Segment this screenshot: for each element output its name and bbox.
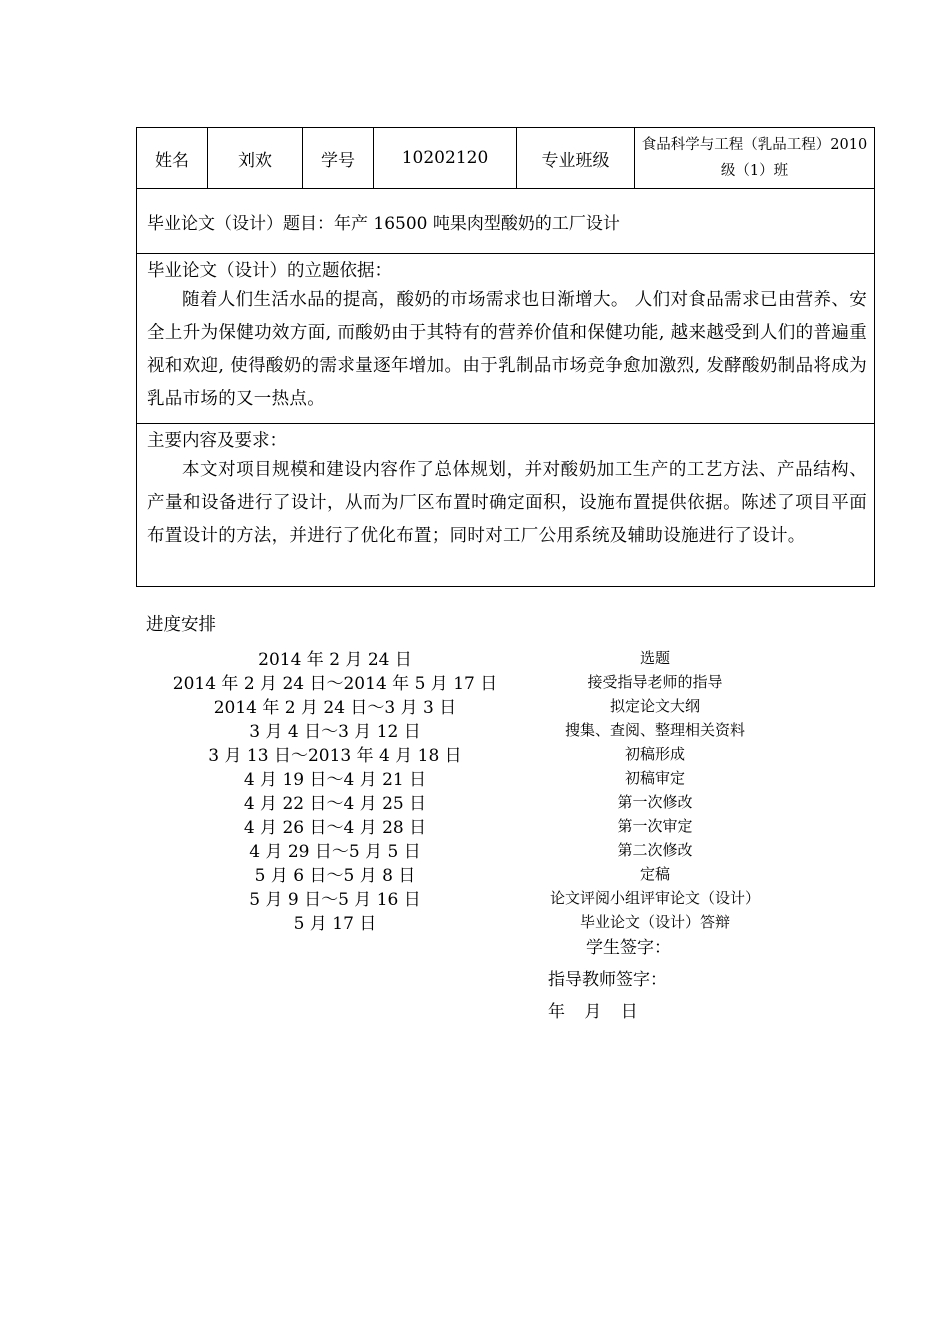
student-id-value: 10202120: [374, 128, 517, 188]
schedule-row: [150, 693, 850, 717]
class-label: 专业班级: [517, 128, 635, 188]
advisor-signature-label: 指导教师签字：: [548, 970, 667, 990]
student-id-label: 学号: [303, 128, 374, 188]
content-heading: 主要内容及要求：: [147, 431, 287, 451]
basis-section: [137, 254, 874, 423]
signature-date-label: 年 月 日: [548, 1002, 638, 1022]
schedule-date: 4 月 19 日～4 月 21 日: [243, 769, 427, 790]
thesis-form-table: [136, 127, 875, 587]
schedule-row: [150, 789, 850, 813]
schedule-row: [150, 741, 850, 765]
basis-text: 随着人们生活水品的提高，酸奶的市场需求也日渐增大。 人们对食品需求已由营养、安全上升为保健功效方面, 而酸奶由于其特有的营养价值和保健功能, 越来越受到人们的普遍重视和欢迎, 使得酸奶的需求量逐年增加。由于乳制品市场竞争愈加激烈, 发酵酸奶制品将成为乳品市场的又一热点。: [147, 290, 867, 409]
schedule-task: 初稿审定: [624, 768, 685, 787]
schedule-date: 2014 年 2 月 24 日: [258, 649, 412, 670]
schedule-task: 第一次修改: [617, 792, 693, 811]
student-signature-label: 学生签字：: [586, 938, 671, 958]
schedule-task: 第一次审定: [617, 816, 693, 835]
schedule-date: 4 月 26 日～4 月 28 日: [243, 817, 427, 838]
schedule-task: 初稿形成: [624, 744, 685, 763]
schedule-task: 接受指导老师的指导: [587, 672, 723, 691]
schedule-task: 选题: [639, 648, 670, 667]
schedule-row: [150, 837, 850, 861]
student-info-row: [137, 128, 874, 189]
schedule-task: 搜集、查阅、整理相关资料: [564, 720, 745, 739]
schedule-date: 2014 年 2 月 24 日～2014 年 5 月 17 日: [172, 673, 498, 694]
schedule-task: 毕业论文（设计）答辩: [579, 912, 730, 931]
schedule-date: 4 月 22 日～4 月 25 日: [243, 793, 427, 814]
schedule-date: 5 月 9 日～5 月 16 日: [249, 889, 421, 910]
name-label: 姓名: [137, 128, 208, 188]
schedule-row: [150, 885, 850, 909]
schedule-row: [150, 909, 850, 933]
schedule-date: 3 月 13 日～2013 年 4 月 18 日: [208, 745, 462, 766]
schedule-date: 4 月 29 日～5 月 5 日: [249, 841, 421, 862]
class-value: 食品科学与工程（乳品工程）2010 级（1）班: [641, 137, 868, 179]
content-section: [137, 424, 874, 586]
schedule-task: 论文评阅小组评审论文（设计）: [549, 888, 760, 907]
name-value: 刘欢: [208, 128, 303, 188]
schedule-task: 第二次修改: [617, 840, 693, 859]
schedule-row: [150, 765, 850, 789]
schedule-list: [150, 645, 850, 933]
schedule-task: 定稿: [639, 864, 670, 883]
schedule-date: 5 月 17 日: [293, 913, 377, 934]
content-text: 本文对项目规模和建设内容作了总体规划，并对酸奶加工生产的工艺方法、产品结构、产量和设备进行了设计，从而为厂区布置时确定面积，设施布置提供依据。陈述了项目平面布置设计的方法，并进行了优化布置；同时对工厂公用系统及辅助设施进行了设计。: [147, 460, 867, 546]
schedule-row: [150, 717, 850, 741]
schedule-title: 进度安排: [146, 615, 216, 635]
thesis-title: 毕业论文（设计）题目：年产 16500 吨果肉型酸奶的工厂设计: [147, 213, 620, 234]
schedule-row: [150, 813, 850, 837]
schedule-row: [150, 861, 850, 885]
schedule-row: [150, 645, 850, 669]
schedule-date: 5 月 6 日～5 月 8 日: [254, 865, 416, 886]
schedule-date: 3 月 4 日～3 月 12 日: [249, 721, 421, 742]
schedule-task: 拟定论文大纲: [609, 696, 700, 715]
schedule-row: [150, 669, 850, 693]
basis-heading: 毕业论文（设计）的立题依据：: [147, 261, 392, 281]
schedule-date: 2014 年 2 月 24 日～3 月 3 日: [213, 697, 457, 718]
